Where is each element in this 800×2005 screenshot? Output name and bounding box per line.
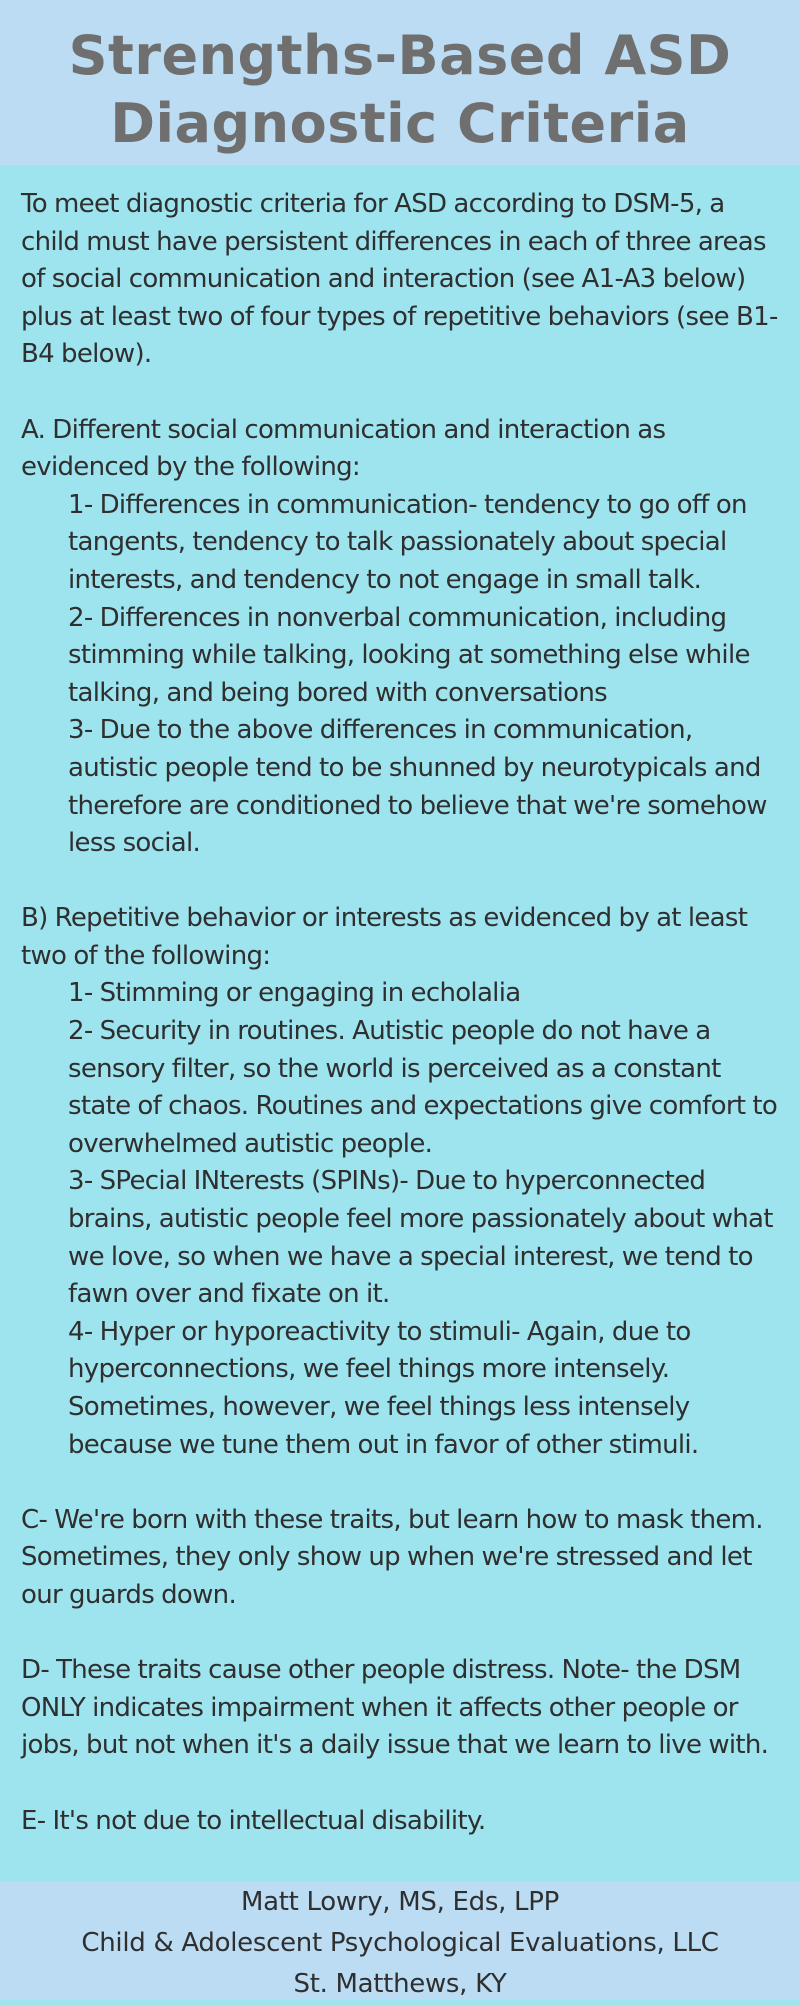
section-b-item-4: 4- Hyper or hyporeactivity to stimuli- Again, due to hyperconnections, we feel things more intensely. Sometimes, however, we feel things less intensely because we tune them out in favor of other stimuli.: [68, 1316, 699, 1460]
spacer: [21, 374, 781, 412]
header-banner: [0, 0, 800, 165]
criteria-content: [21, 186, 781, 1840]
section-b-heading: B) Repetitive behavior or interests as evidenced by at least two of the following:: [21, 903, 748, 971]
title-line-1: Strengths-Based ASD: [68, 24, 732, 87]
section-a-heading: A. Different social communication and interaction as evidenced by the following:: [21, 414, 666, 483]
spacer: [21, 863, 781, 901]
page-title: [0, 0, 800, 158]
title-line-2: Diagnostic Criteria: [110, 92, 690, 155]
spacer: [21, 1765, 781, 1803]
spacer: [21, 1615, 781, 1653]
section-b-item-1: 1- Stimming or engaging in echolalia: [68, 978, 521, 1009]
section-b-item-2: 2- Security in routines. Autistic people do not have a sensory filter, so the world is perceived as a constant state of chaos. Routines and expectations give comfort to overwhelmed autistic people.: [68, 1016, 778, 1159]
footer-organization: Child & Adolescent Psychological Evaluations, LLC: [81, 1928, 719, 1958]
section-c-paragraph: C- We're born with these traits, but learn how to mask them. Sometimes, they only show up when we're stressed and let our guards down.: [21, 1504, 763, 1610]
footer-location: St. Matthews, KY: [293, 1969, 507, 1999]
footer-author-name: Matt Lowry, MS, Eds, LPP: [241, 1887, 559, 1917]
intro-paragraph: To meet diagnostic criteria for ASD according to DSM-5, a child must have persistent differences in each of three areas of social communication and interaction (see A1-A3 below) plus at least two of four types of repetitive behaviors (see B1-B4 below).: [21, 189, 778, 370]
section-e-paragraph: E- It's not due to intellectual disability.: [21, 1805, 486, 1836]
section-a-item-1: 1- Differences in communication- tendency to go off on tangents, tendency to talk passionately about special interests, and tendency to not engage in small talk.: [68, 489, 747, 595]
section-a-item-3: 3- Due to the above differences in communication, autistic people tend to be shunned by neurotypicals and therefore are conditioned to believe that we're somehow less social.: [68, 715, 767, 859]
footer-banner: [0, 1882, 800, 2000]
section-d-paragraph: D- These traits cause other people distress. Note- the DSM ONLY indicates impairment when it affects other people or jobs, but not when it's a daily issue that we learn to live with.: [21, 1655, 769, 1761]
section-a-item-2: 2- Differences in nonverbal communication, including stimming while talking, looking at something else while talking, and being bored with conversations: [68, 602, 750, 708]
spacer: [21, 1464, 781, 1502]
section-b-item-3: 3- SPecial INterests (SPINs)- Due to hyperconnected brains, autistic people feel more passionately about what we love, so when we have a special interest, we tend to fawn over and fixate on it.: [68, 1166, 773, 1310]
